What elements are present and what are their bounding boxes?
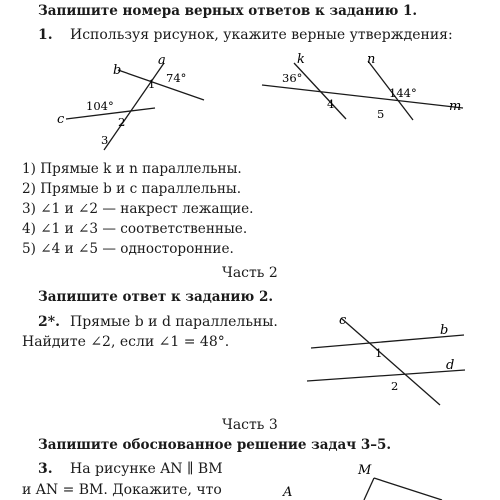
fig1-label-b: b bbox=[113, 63, 122, 78]
task2-number: 2*. bbox=[38, 314, 60, 330]
fig2-angle-36: 36° bbox=[282, 71, 303, 85]
task3-number: 3. bbox=[38, 461, 53, 477]
fig1-label-c: c bbox=[57, 112, 65, 127]
fig4-side-mb bbox=[364, 478, 374, 500]
fig4-label-m: M bbox=[358, 463, 372, 478]
task1-number: 1. bbox=[38, 27, 53, 43]
fig1-label-2: 2 bbox=[118, 115, 126, 129]
part3-title: Часть 3 bbox=[222, 417, 278, 433]
fig1-label-a: a bbox=[158, 53, 166, 68]
task2-line1: Прямые b и d параллельны. bbox=[70, 314, 278, 330]
task3-line1: На рисунке AN ∥ BM bbox=[70, 461, 223, 477]
fig2-label-m: m bbox=[449, 99, 462, 114]
fig2-label-k: k bbox=[297, 52, 305, 67]
fig3-line-d bbox=[307, 370, 465, 381]
task1-options bbox=[22, 159, 254, 259]
option-1: 1) Прямые k и n параллельны. bbox=[22, 161, 242, 177]
fig1-label-3: 3 bbox=[101, 133, 109, 147]
fig3-label-1: 1 bbox=[375, 346, 383, 360]
fig3-label-c: c bbox=[339, 313, 347, 328]
fig2-angle-144: 144° bbox=[389, 86, 417, 100]
task2-line2: Найдите ∠2, если ∠1 = 48°. bbox=[22, 334, 230, 350]
fig4-side-m bbox=[374, 478, 442, 500]
option-2: 2) Прямые b и c параллельны. bbox=[22, 181, 242, 197]
fig2-line-m bbox=[262, 85, 463, 108]
option-4: 4) ∠1 и ∠3 — соответственные. bbox=[22, 221, 248, 237]
option-3: 3) ∠1 и ∠2 — накрест лежащие. bbox=[22, 201, 254, 217]
part2-title: Часть 2 bbox=[222, 265, 278, 281]
fig4-label-a: A bbox=[283, 485, 293, 500]
fig1-line-b bbox=[118, 70, 204, 100]
fig2-label-5: 5 bbox=[377, 107, 385, 121]
fig3-label-2: 2 bbox=[391, 379, 399, 393]
fig3-label-b: b bbox=[440, 323, 449, 338]
task3-line2: и AN = BM. Докажите, что bbox=[22, 482, 222, 498]
task1-text: Используя рисунок, укажите верные утверждения: bbox=[70, 27, 453, 43]
fig1-label-1: 1 bbox=[148, 77, 156, 91]
fig1-angle-104: 104° bbox=[86, 99, 114, 113]
part1-heading: Запишите номера верных ответов к заданию 1. bbox=[38, 3, 418, 19]
fig2-label-n: n bbox=[367, 52, 376, 67]
part2-heading: Запишите ответ к заданию 2. bbox=[38, 289, 274, 305]
fig3-label-d: d bbox=[446, 358, 455, 373]
fig1-angle-74: 74° bbox=[166, 71, 187, 85]
option-5: 5) ∠4 и ∠5 — односторонние. bbox=[22, 241, 234, 257]
part3-heading: Запишите обоснованное решение задач 3–5. bbox=[38, 437, 392, 453]
fig2-label-4: 4 bbox=[327, 97, 335, 111]
